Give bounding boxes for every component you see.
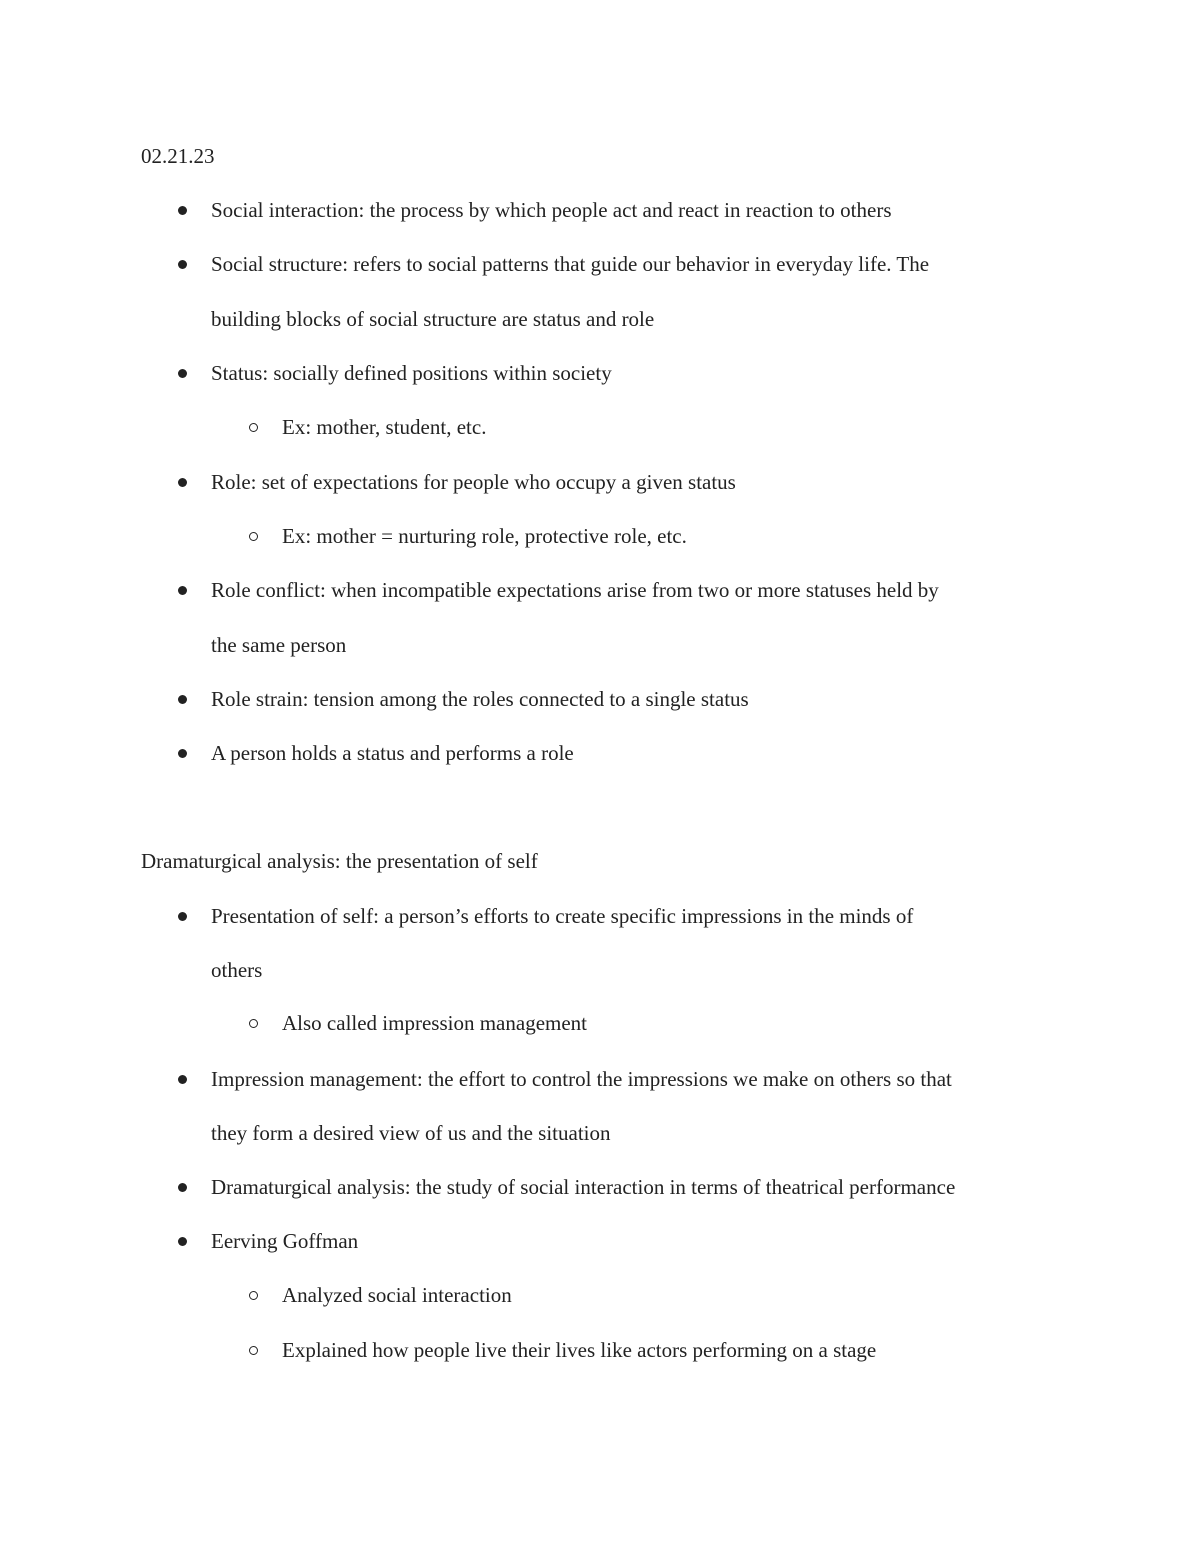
- bullet-marker: [178, 695, 187, 704]
- list-item-continuation: they form a desired view of us and the situation: [211, 1121, 611, 1145]
- bullet-marker: [178, 206, 187, 215]
- list-item-continuation: others: [211, 958, 263, 982]
- sub-bullet-marker: [249, 1346, 258, 1355]
- list-item: Social interaction: the process by which people act and react in reaction to others: [211, 198, 892, 222]
- sub-list-item: Ex: mother = nurturing role, protective role, etc.: [282, 524, 687, 548]
- list-item: Presentation of self: a person’s efforts to create specific impressions in the minds of: [211, 904, 914, 928]
- sub-list-item: Analyzed social interaction: [282, 1283, 512, 1307]
- list-item-continuation: building blocks of social structure are status and role: [211, 307, 655, 331]
- bullet-marker: [178, 369, 187, 378]
- list-item: Eerving Goffman: [211, 1229, 359, 1253]
- list-item: Social structure: refers to social patterns that guide our behavior in everyday life. The: [211, 252, 930, 276]
- sub-bullet-marker: [249, 1019, 258, 1028]
- sub-bullet-marker: [249, 532, 258, 541]
- bullet-marker: [178, 1183, 187, 1192]
- sub-list-item: Ex: mother, student, etc.: [282, 415, 487, 439]
- sub-bullet-marker: [249, 1291, 258, 1300]
- list-item: Impression management: the effort to control the impressions we make on others so that: [211, 1067, 952, 1091]
- list-item: Role strain: tension among the roles connected to a single status: [211, 687, 749, 711]
- list-item: Dramaturgical analysis: the study of social interaction in terms of theatrical performance: [211, 1175, 956, 1199]
- list-item: Role: set of expectations for people who occupy a given status: [211, 470, 736, 494]
- bullet-marker: [178, 260, 187, 269]
- list-item: Status: socially defined positions within society: [211, 361, 612, 385]
- section-heading: Dramaturgical analysis: the presentation of self: [141, 849, 538, 873]
- list-item: A person holds a status and performs a role: [211, 741, 574, 765]
- bullet-marker: [178, 749, 187, 758]
- list-item-continuation: the same person: [211, 633, 347, 657]
- list-item: Role conflict: when incompatible expectations arise from two or more statuses held by: [211, 578, 939, 602]
- date-heading: 02.21.23: [141, 144, 215, 168]
- bullet-marker: [178, 1237, 187, 1246]
- sub-list-item: Explained how people live their lives like actors performing on a stage: [282, 1338, 877, 1362]
- bullet-marker: [178, 478, 187, 487]
- sub-bullet-marker: [249, 423, 258, 432]
- bullet-marker: [178, 912, 187, 921]
- bullet-marker: [178, 1075, 187, 1084]
- bullet-marker: [178, 586, 187, 595]
- sub-list-item: Also called impression management: [282, 1011, 588, 1035]
